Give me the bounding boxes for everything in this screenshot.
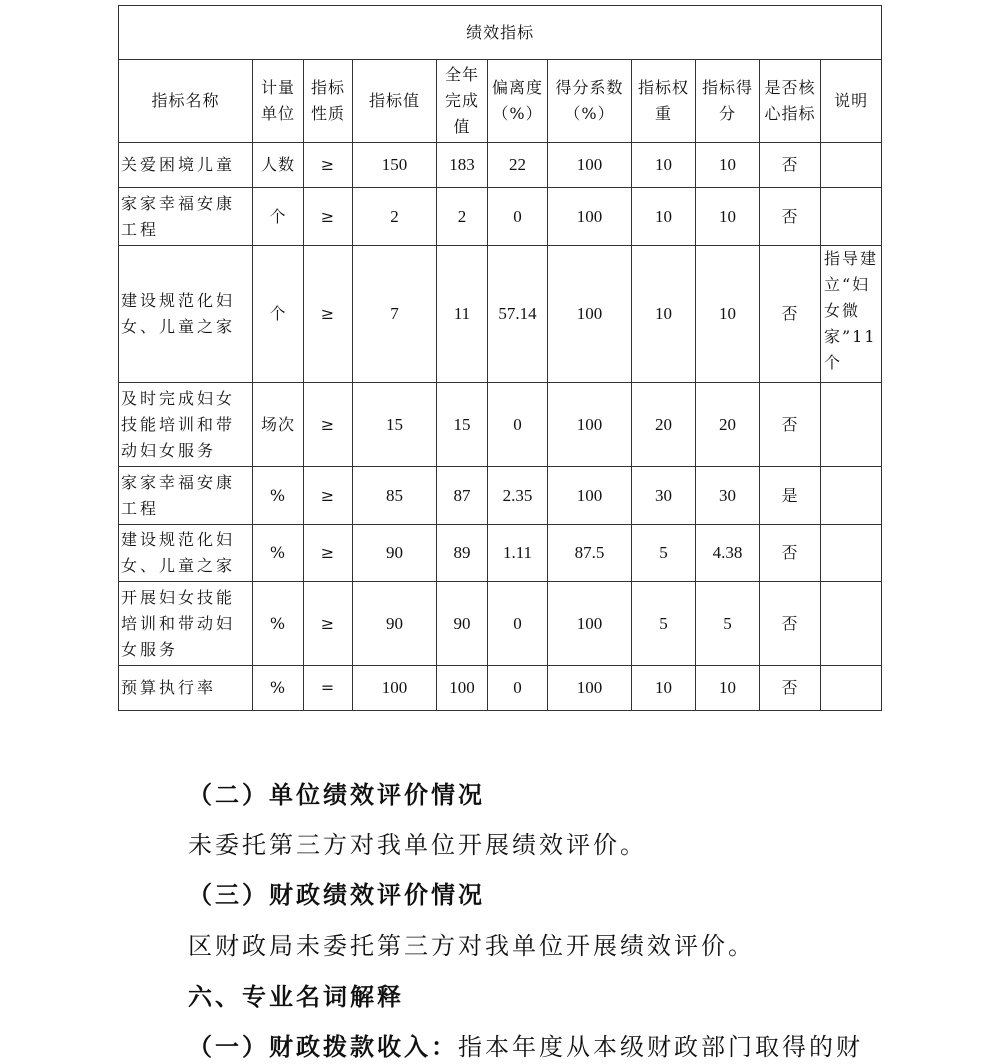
cell-deviation: 0 bbox=[488, 188, 548, 246]
cell-weight: 5 bbox=[632, 525, 696, 582]
cell-actual: 183 bbox=[437, 143, 488, 188]
cell-unit: 人数 bbox=[253, 143, 304, 188]
header-note: 说明 bbox=[821, 60, 882, 143]
header-deviation: 偏离度（%） bbox=[488, 60, 548, 143]
cell-core: 否 bbox=[760, 246, 821, 383]
header-nature: 指标性质 bbox=[304, 60, 353, 143]
cell-unit: 个 bbox=[253, 246, 304, 383]
table-row bbox=[119, 582, 882, 666]
cell-core: 是 bbox=[760, 467, 821, 525]
cell-nature: ≥ bbox=[304, 467, 353, 525]
table-row bbox=[119, 467, 882, 525]
header-weight: 指标权重 bbox=[632, 60, 696, 143]
cell-weight: 10 bbox=[632, 143, 696, 188]
cell-core: 否 bbox=[760, 383, 821, 467]
table-row bbox=[119, 383, 882, 467]
cell-coef: 100 bbox=[548, 383, 632, 467]
fiscal-eval-text: 区财政局未委托第三方对我单位开展绩效评价。 bbox=[188, 932, 755, 960]
cell-deviation: 0 bbox=[488, 383, 548, 467]
cell-score: 5 bbox=[696, 582, 760, 666]
cell-note: 指导建立“妇女微家”11个 bbox=[821, 246, 882, 383]
header-unit: 计量单位 bbox=[253, 60, 304, 143]
cell-actual: 100 bbox=[437, 666, 488, 711]
table-row bbox=[119, 525, 882, 582]
cell-note bbox=[821, 525, 882, 582]
cell-target: 90 bbox=[353, 525, 437, 582]
cell-note bbox=[821, 582, 882, 666]
cell-deviation: 0 bbox=[488, 582, 548, 666]
cell-score: 10 bbox=[696, 143, 760, 188]
cell-core: 否 bbox=[760, 525, 821, 582]
cell-core: 否 bbox=[760, 188, 821, 246]
cell-deviation: 2.35 bbox=[488, 467, 548, 525]
cell-core: 否 bbox=[760, 143, 821, 188]
cell-actual: 87 bbox=[437, 467, 488, 525]
cell-actual: 15 bbox=[437, 383, 488, 467]
cell-name: 预算执行率 bbox=[119, 666, 253, 711]
cell-actual: 11 bbox=[437, 246, 488, 383]
cell-coef: 100 bbox=[548, 666, 632, 711]
cell-coef: 100 bbox=[548, 467, 632, 525]
cell-deviation: 1.11 bbox=[488, 525, 548, 582]
term1-paragraph bbox=[188, 1031, 863, 1063]
cell-weight: 10 bbox=[632, 188, 696, 246]
cell-unit: 个 bbox=[253, 188, 304, 246]
cell-score: 4.38 bbox=[696, 525, 760, 582]
cell-nature: ≥ bbox=[304, 582, 353, 666]
cell-score: 10 bbox=[696, 666, 760, 711]
cell-score: 10 bbox=[696, 246, 760, 383]
cell-note bbox=[821, 467, 882, 525]
cell-score: 10 bbox=[696, 188, 760, 246]
cell-weight: 10 bbox=[632, 246, 696, 383]
cell-name: 关爱困境儿童 bbox=[119, 143, 253, 188]
unit-eval-text: 未委托第三方对我单位开展绩效评价。 bbox=[188, 831, 647, 859]
table-row bbox=[119, 246, 882, 383]
fiscal-eval-heading: （三）财政绩效评价情况 bbox=[188, 880, 485, 909]
header-score: 指标得分 bbox=[696, 60, 760, 143]
cell-note bbox=[821, 666, 882, 711]
cell-name: 建设规范化妇女、儿童之家 bbox=[119, 525, 253, 582]
cell-deviation: 22 bbox=[488, 143, 548, 188]
cell-score: 20 bbox=[696, 383, 760, 467]
cell-core: 否 bbox=[760, 666, 821, 711]
cell-unit: % bbox=[253, 467, 304, 525]
cell-coef: 87.5 bbox=[548, 525, 632, 582]
cell-score: 30 bbox=[696, 467, 760, 525]
cell-coef: 100 bbox=[548, 188, 632, 246]
cell-coef: 100 bbox=[548, 582, 632, 666]
cell-weight: 10 bbox=[632, 666, 696, 711]
cell-target: 150 bbox=[353, 143, 437, 188]
table-row bbox=[119, 666, 882, 711]
cell-core: 否 bbox=[760, 582, 821, 666]
header-coef: 得分系数（%） bbox=[548, 60, 632, 143]
cell-note bbox=[821, 188, 882, 246]
cell-unit: % bbox=[253, 666, 304, 711]
cell-name: 家家幸福安康工程 bbox=[119, 188, 253, 246]
cell-coef: 100 bbox=[548, 143, 632, 188]
cell-unit: 场次 bbox=[253, 383, 304, 467]
table-row bbox=[119, 188, 882, 246]
cell-actual: 90 bbox=[437, 582, 488, 666]
unit-eval-heading: （二）单位绩效评价情况 bbox=[188, 780, 485, 809]
cell-coef: 100 bbox=[548, 246, 632, 383]
header-core: 是否核心指标 bbox=[760, 60, 821, 143]
cell-name: 建设规范化妇女、儿童之家 bbox=[119, 246, 253, 383]
table-header-row bbox=[119, 60, 882, 143]
cell-deviation: 57.14 bbox=[488, 246, 548, 383]
cell-name: 及时完成妇女技能培训和带动妇女服务 bbox=[119, 383, 253, 467]
cell-weight: 30 bbox=[632, 467, 696, 525]
cell-weight: 5 bbox=[632, 582, 696, 666]
header-target: 指标值 bbox=[353, 60, 437, 143]
cell-actual: 2 bbox=[437, 188, 488, 246]
cell-nature: ≥ bbox=[304, 525, 353, 582]
cell-target: 100 bbox=[353, 666, 437, 711]
performance-indicator-table bbox=[118, 5, 882, 711]
cell-note bbox=[821, 383, 882, 467]
cell-target: 7 bbox=[353, 246, 437, 383]
term1-text: 指本年度从本级财政部门取得的财 bbox=[458, 1033, 863, 1061]
header-actual: 全年完成值 bbox=[437, 60, 488, 143]
table-row bbox=[119, 143, 882, 188]
cell-target: 2 bbox=[353, 188, 437, 246]
cell-nature: ≥ bbox=[304, 246, 353, 383]
cell-actual: 89 bbox=[437, 525, 488, 582]
cell-target: 15 bbox=[353, 383, 437, 467]
cell-target: 85 bbox=[353, 467, 437, 525]
cell-nature: ≥ bbox=[304, 188, 353, 246]
cell-deviation: 0 bbox=[488, 666, 548, 711]
term1-label: （一）财政拨款收入： bbox=[188, 1032, 458, 1061]
terms-heading: 六、专业名词解释 bbox=[188, 982, 404, 1011]
header-name: 指标名称 bbox=[119, 60, 253, 143]
cell-nature: ≥ bbox=[304, 143, 353, 188]
cell-note bbox=[821, 143, 882, 188]
cell-nature: ≥ bbox=[304, 383, 353, 467]
cell-weight: 20 bbox=[632, 383, 696, 467]
cell-unit: % bbox=[253, 582, 304, 666]
cell-name: 开展妇女技能培训和带动妇女服务 bbox=[119, 582, 253, 666]
table-title: 绩效指标 bbox=[119, 6, 882, 60]
cell-name: 家家幸福安康工程 bbox=[119, 467, 253, 525]
cell-unit: % bbox=[253, 525, 304, 582]
cell-nature: = bbox=[304, 666, 353, 711]
cell-target: 90 bbox=[353, 582, 437, 666]
